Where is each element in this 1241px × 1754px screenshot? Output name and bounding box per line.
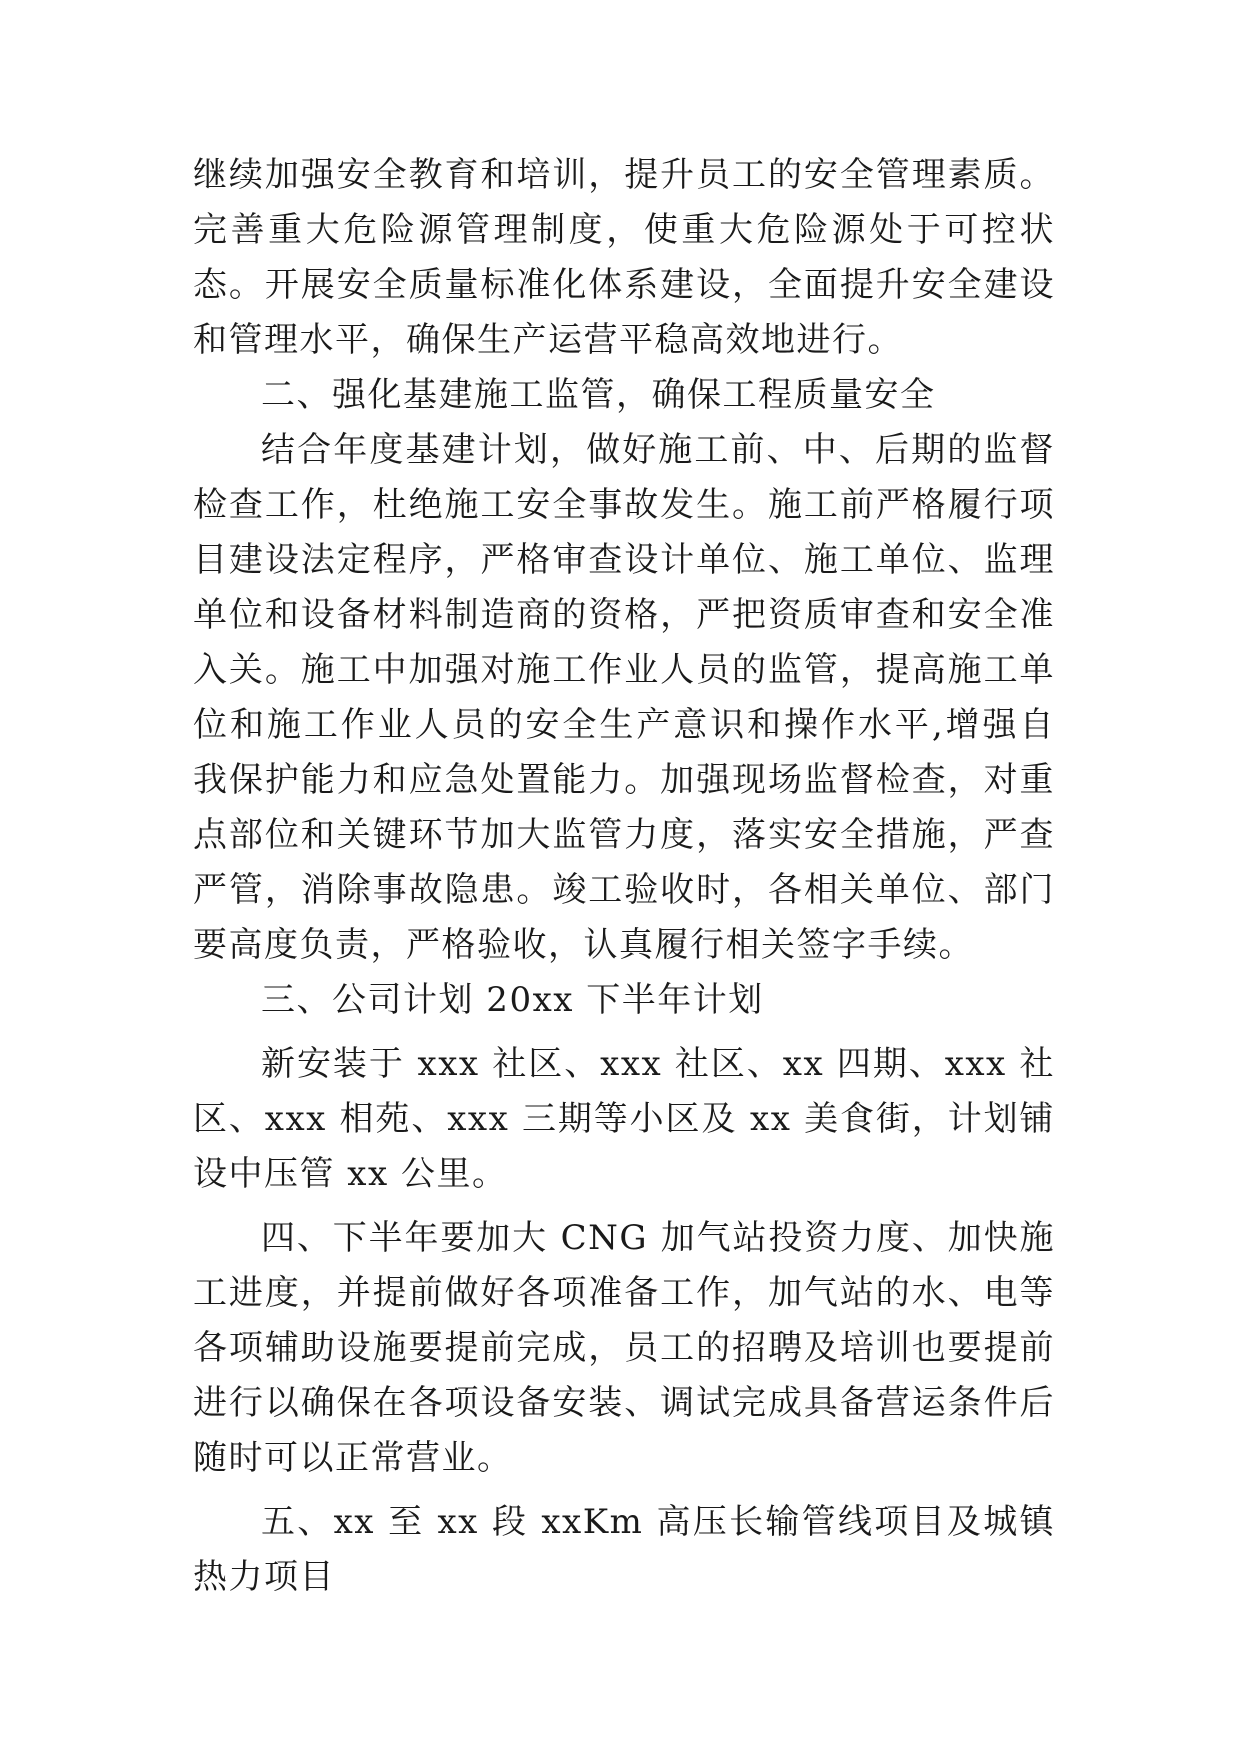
section-heading-3: 三、公司计划 20xx 下半年计划 (261, 980, 764, 1020)
paragraph-construction-supervision: 结合年度基建计划，做好施工前、中、后期的监督检查工作，杜绝施工安全事故发生。施工前严格履行项目建设法定程序，严格审查设计单位、施工单位、监理单位和设备材料制造商的资格，严把资质审查和安全准入关。施工中加强对施工作业人员的监管，提高施工单位和施工作业人员的安全生产意识和操作水平,增强自我保护能力和应急处置能力。加强现场监督检查，对重点部位和关键环节加大监管力度，落实安全措施，严查严管，消除事故隐患。竣工验收时，各相关单位、部门要高度负责，严格验收，认真履行相关签字手续。 (193, 430, 1055, 965)
section-heading-2: 二、强化基建施工监管，确保工程质量安全 (261, 375, 936, 415)
paragraph-pipeline-project: 五、xx 至 xx 段 xxKm 高压长输管线项目及城镇热力项目 (193, 1502, 1055, 1597)
paragraph-cng-station: 四、下半年要加大 CNG 加气站投资力度、加快施工进度，并提前做好各项准备工作，加气站的水、电等各项辅助设施要提前完成，员工的招聘及培训也要提前进行以确保在各项设备安装、调试完成具备营运条件后随时可以正常营业。 (193, 1218, 1055, 1478)
paragraph-safety-education: 继续加强安全教育和培训，提升员工的安全管理素质。完善重大危险源管理制度，使重大危险源处于可控状态。开展安全质量标准化体系建设，全面提升安全建设和管理水平，确保生产运营平稳高效地进行。 (193, 155, 1055, 360)
paragraph-installation-plan: 新安装于 xxx 社区、xxx 社区、xx 四期、xxx 社区、xxx 相苑、xxx 三期等小区及 xx 美食街，计划铺设中压管 xx 公里。 (193, 1044, 1055, 1194)
document-body (193, 148, 1055, 1605)
